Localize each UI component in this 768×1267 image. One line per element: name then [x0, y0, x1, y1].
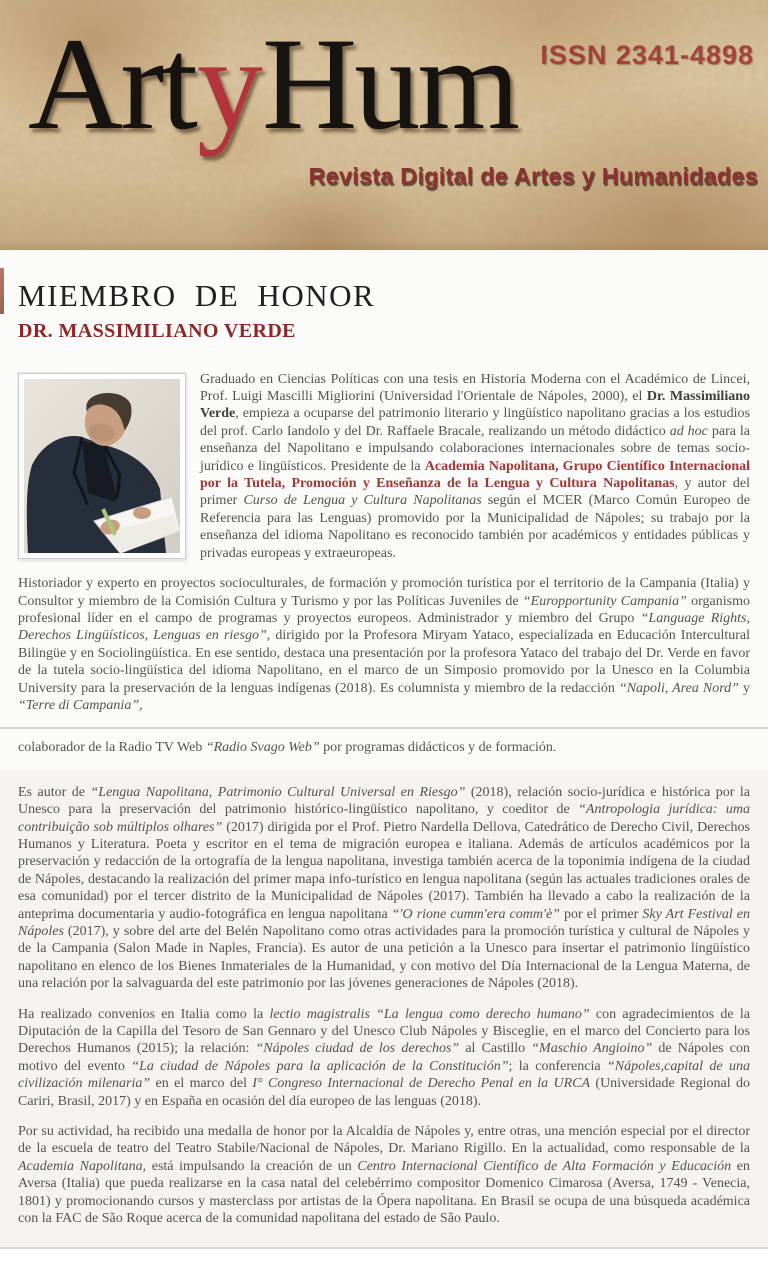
- text-run: “Napoli, Area Nord”: [618, 680, 739, 696]
- text-run: , está impulsando la creación de un: [142, 1158, 358, 1174]
- text-run: “Nápoles,capital de una civilización milenaria”: [18, 1058, 751, 1092]
- logo-art: Art: [28, 10, 195, 157]
- text-run: Curso de Lengua y Cultura Napolitanas: [243, 493, 482, 509]
- bio-paragraph-2: [18, 575, 750, 714]
- text-run: Ha realizado convenios en Italia como la: [18, 1006, 270, 1022]
- logo-y: y: [196, 10, 260, 157]
- bottom-margin: [0, 1249, 768, 1267]
- portrait-photo: [18, 373, 186, 559]
- academia-napolitana-link[interactable]: Academia Napolitana, Grupo Científico Internacional por la Tutela, Promoción y Enseñanza de la Lengua y Cultura Napolitanas: [200, 458, 750, 492]
- bio-paragraph-2-wrap: [0, 575, 768, 714]
- bio-paragraph-3: [18, 784, 750, 993]
- text-run: , empieza a ocuparse del patrimonio literario y lingüístico napolitano gracias a los estudios del prof. Carlo Iandolo y del Dr. Raffaele Bracale, realizando un método didáctico: [200, 406, 750, 439]
- text-run: “'O rione cumm'era comm'è”: [391, 906, 560, 922]
- text-run: para la enseñanza del Napolitano e impulsando colaboraciones internacionales sobre de temas socio-jurídico e lingüísticos. Presidente de la: [200, 423, 750, 474]
- text-run: al Castillo: [459, 1041, 532, 1057]
- text-run: Por su actividad, ha recibido una medalla de honor por la Alcaldía de Nápoles y, entre otras, una mención especial por el director de la escuela de teatro del Teatro Stabile/Nacional de Nápoles, Dr. Mariano Rigillo. En la actualidad, como responsable de la: [18, 1124, 750, 1157]
- text-run: de Nápoles con motivo del evento: [18, 1041, 750, 1074]
- magazine-masthead: [0, 0, 768, 250]
- bio-lower-section: [0, 770, 768, 1247]
- text-run: , y autor del primer: [200, 476, 750, 509]
- text-run: ; la conferencia: [508, 1058, 607, 1074]
- text-run: organismo profesional líder en el campo de programas y proyectos europeos. Administrador y miembro del Grupo: [18, 593, 750, 626]
- text-run: Academia Napolitana: [18, 1158, 143, 1174]
- text-run: colaborador de la Radio TV Web: [18, 740, 206, 756]
- text-run: (Universidade Regional do Cariri, Brasil, 2017) y en España en ocasión del día europeo de las lenguas (2018).: [18, 1076, 751, 1109]
- text-run: (2017), y sobre del arte del Belén Napolitano como otras actividades para la promoción turística y cultural de Nápoles y de la Campania (Salon Made in Naples, Francia). Es autor de una petición a la Unesco para insertar el patrimonio lingüístico napolitano en elenco de los Bienes Inmateriales de la Humanidad, y con motivo del Día Internacional de la Lengua Materna, de una relación por la salvaguarda del este patrimonio por las jóvenes generaciones de Nápoles (2018).: [18, 924, 750, 992]
- text-run: en el marco del: [150, 1076, 253, 1092]
- title-block: [0, 250, 768, 343]
- bio-paragraph-2b: [18, 739, 750, 756]
- text-run: “Nápoles ciudad de los derechos”: [255, 1041, 460, 1057]
- bio-paragraph-4: [18, 1006, 750, 1110]
- text-run: Graduado en Ciencias Políticas con una tesis en Historia Moderna con el Académico de Lincei, Prof. Luigi Mascilli Migliorini (Universidad l'Orientale de Nápoles, 2000), el: [200, 371, 750, 405]
- text-run: y: [738, 680, 751, 696]
- page-body: [0, 250, 768, 1267]
- text-run: “Radio Svago Web”: [205, 740, 320, 756]
- text-run: (2018), relación socio-jurídica e histórica por la Unesco para la preservación del patrimonio histórico-lingüístico napolitano, y coeditor de: [18, 784, 750, 818]
- text-run: “Antropologia jurídica: uma contribuição sob múltiplos olhares”: [18, 802, 750, 835]
- text-run: “Lengua Napolitana, Patrimonio Cultural Universal en Riesgo”: [90, 784, 466, 800]
- bio-intro-section: [0, 371, 768, 575]
- text-run: según el MCER (Marco Común Europeo de Referencia para las Lenguas) promovido por la Municipalidad de Nápoles; su trabajo por la enseñanza del idioma Napolitano es reconocido también por académicos y entidades públicas y privadas europeas y extraeuropeas.: [200, 493, 750, 561]
- text-run: ,: [139, 697, 143, 713]
- portrait-illustration: [24, 379, 180, 553]
- logo-hum: Hum: [261, 10, 517, 157]
- text-run: , dirigido por la Profesora Miryam Yataco, especializada en Educación Intercultural Bilingüe y en Sociolingüística. En ese sentido, destaca una presentación por la profesora Yataco del trabajo del Dr. Verde en favor de la tutela socio-lingüística del idioma Napolitano, en el marco de un Simposio promovido por la Unesco en la Columbia University para la preservación de la lenguas indígenas (2018). Es columnista y miembro de la redacción: [18, 628, 750, 696]
- text-run: I° Congreso Internacional de Derecho Penal en la URCA: [252, 1076, 591, 1092]
- bio-content: [0, 343, 768, 1267]
- text-run: (2017) dirigida por el Prof. Pietro Nardella Dellova, Catedrático de Derecho Civil, Derechos Humanos y Literatura. Poeta y escritor en el tema de migración europea e italiana. Además de artículos académicos por la preservación y redacción de la ortografía de la lengua napolitana, investiga también acerca de la toponimia indígena de la ciudad de Nápoles, destacando la realización del primer mapa info-turístico en lengua napolitana (según las actuales tradiciones orales de esa comunidad) por el tercer distrito de la Municipalidad de Nápoles (2017). También ha llevado a cabo la realización de la anteprima documentaria y audio-fotográfica en lengua napolitana: [18, 819, 750, 922]
- bio-paragraph-5: [18, 1123, 750, 1227]
- bio-paragraph-2b-wrap: [0, 729, 768, 756]
- text-run: lectio magistralis “La lengua como derecho humano”: [269, 1006, 590, 1022]
- text-run: “Terre di Campania”: [18, 697, 140, 713]
- text-run: Sky Art Festival en Nápoles: [18, 906, 751, 940]
- text-run: en Aversa (Italia) que pueda realizarse en la casa natal del celebérrimo compositor Domenico Cimarosa (Aversa, 1749 - Venecia, 1801) y promocionando cursos y masterclass por artistas de la Ópera napolitana. En Brasil se ocupa de una búsqueda académica con la FAC de São Roque acerca de la comunidad napolitana del estado de São Paulo.: [18, 1158, 750, 1227]
- text-run: “Europportunity Campania”: [522, 593, 687, 609]
- text-run: “La ciudad de Nápoles para la aplicación de la Constitución”: [131, 1058, 509, 1074]
- page-title: MIEMBRO DE HONOR: [18, 278, 376, 313]
- text-run: Historiador y experto en proyectos socioculturales, de formación y promoción turística por el territorio de la Campania (Italia) y Consultor y miembro de la Comisión Cultura y Turismo y por las Políticas Juveniles de: [18, 576, 750, 609]
- text-run: “Language Rights, Derechos Lingüísticos, Lenguas en riesgo”: [18, 610, 750, 644]
- issn-label: ISSN 2341-4898: [540, 40, 754, 70]
- text-run: Es autor de: [18, 784, 91, 800]
- text-run: Dr. Massimiliano Verde: [200, 389, 751, 422]
- page-edge-mark: [0, 268, 4, 314]
- text-run: ad hoc: [669, 423, 708, 439]
- text-run: por el primer: [559, 906, 643, 922]
- magazine-subtitle: Revista Digital de Artes y Humanidades: [308, 163, 758, 189]
- member-name: DR. MASSIMILIANO VERDE: [18, 319, 296, 342]
- text-run: Centro Internacional Científico de Alta Formación y Educación: [357, 1158, 732, 1174]
- magazine-logo: [28, 10, 517, 157]
- text-run: “Maschio Angioino”: [531, 1041, 653, 1057]
- text-run: por programas didácticos y de formación.: [319, 740, 557, 756]
- text-run: con agradecimientos de la Diputación de la Capilla del Tesoro de San Gennaro y del Unesco Club Nápoles y Bisceglie, en el marco del Concierto para los Derechos Humanos (2015); la relación:: [18, 1006, 750, 1057]
